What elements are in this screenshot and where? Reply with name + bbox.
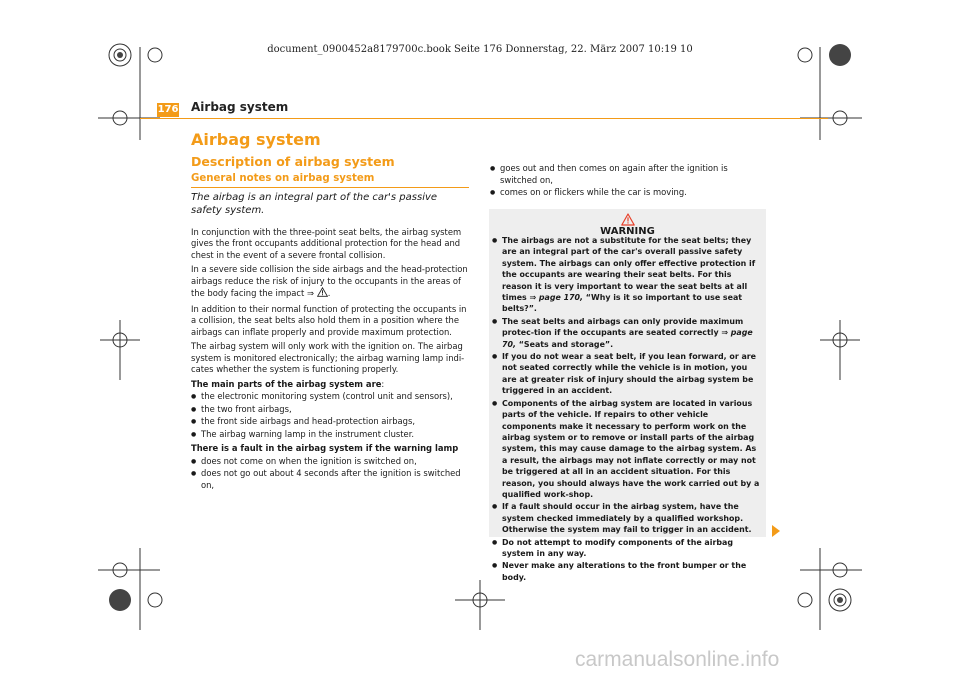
paragraph: In addition to their normal function of protecting the occupants in a collision, the seat belts also hold them in a position where the airbags can inflate properly and provide maximum protection. bbox=[191, 303, 467, 337]
warning-triangle-icon bbox=[489, 213, 766, 226]
right-column bbox=[490, 163, 766, 200]
list-item: ● the two front airbags, bbox=[191, 404, 469, 416]
warning-header bbox=[489, 213, 766, 237]
list-item: ● does not come on when the ignition is switched on, bbox=[191, 456, 469, 468]
page-link[interactable]: page 70, bbox=[502, 328, 753, 349]
fault-heading: There is a fault in the airbag system if the warning lamp bbox=[191, 443, 459, 453]
page-number: 176 bbox=[157, 104, 179, 115]
warning-item: ● If a fault should occur in the airbag system, have the system checked immediately by a qualified workshop. Otherwise the system may fail to trigger in an accident. bbox=[492, 501, 764, 535]
warning-text-end: “Why is it so important to use seat belts?”. bbox=[502, 293, 743, 314]
list-item: ● goes out and then comes on again after the ignition is switched on, bbox=[490, 163, 766, 186]
paragraph: In conjunction with the three-point seat belts, the airbag system gives the front occupants additional protection for the head and chest in the event of a severe frontal collision. bbox=[191, 226, 462, 260]
warning-text: The airbags are not a substitute for the seat belts; they are an integral part of the car's overall passive safety system. The airbags can only offer effective protection if the occupants are wearing their seat belts. For this reason it is very important to wear the seat belts at all times ⇒ bbox=[502, 236, 756, 303]
paragraph-end: . bbox=[327, 288, 331, 298]
file-info: document_0900452a8179700c.book Seite 176 Donnerstag, 22. März 2007 10:19 10 bbox=[267, 44, 693, 55]
list-item: ● does not go out about 4 seconds after the ignition is switched on, bbox=[191, 468, 469, 491]
lead-text: The airbag is an integral part of the car's passive safety system. bbox=[191, 191, 438, 216]
list-item: ● the electronic monitoring system (control unit and sensors), bbox=[191, 391, 469, 403]
warning-item: ● Components of the airbag system are located in various parts of the vehicle. If repairs to other vehicle components make it necessary to perform work on the airbag system or to remove or install parts of the airbag system, this may cause damage to the airbag system. As a result, the airbags may not inflate correctly or may not be triggered at all in an accident situation. For this reason, you should always have the work carried out by a qualified work-shop. bbox=[492, 398, 764, 501]
section-title: Airbag system bbox=[191, 130, 321, 149]
heading-colon: : bbox=[381, 378, 385, 389]
main-parts-heading bbox=[191, 379, 469, 391]
main-parts-heading-text: The main parts of the airbag system are bbox=[191, 378, 382, 389]
ref-arrow: ⇒ bbox=[306, 288, 315, 298]
warning-item bbox=[492, 235, 764, 315]
list-item: ● The airbag warning lamp in the instrument cluster. bbox=[191, 429, 469, 441]
warning-triangle-icon[interactable] bbox=[317, 287, 328, 301]
warning-item bbox=[492, 316, 764, 350]
subsection-title: Description of airbag system bbox=[191, 153, 395, 169]
page-link[interactable]: page 170, bbox=[538, 293, 584, 303]
list-item: ● comes on or flickers while the car is moving. bbox=[490, 187, 766, 199]
warning-item: ● Never make any alterations to the front bumper or the body. bbox=[492, 560, 764, 583]
running-title: Airbag system bbox=[191, 100, 289, 114]
paragraph: The airbag system will only work with the ignition on. The airbag system is monitored electronically; the airbag warning lamp indi-cates whether the system is functioning properly. bbox=[191, 341, 465, 374]
warning-item: ● Do not attempt to modify components of the airbag system in any way. bbox=[492, 537, 764, 560]
paragraph-text: In a severe side collision the side airbags and the head-protection airbags reduce the risk of injury to the occupants in the areas of the body facing the impact bbox=[191, 264, 468, 298]
paragraph bbox=[191, 264, 469, 301]
watermark: carmanualsonline.info bbox=[575, 648, 780, 671]
next-page-arrow-icon[interactable] bbox=[771, 522, 781, 541]
warning-title: WARNING bbox=[600, 226, 655, 237]
topic-title: General notes on airbag system bbox=[191, 173, 469, 188]
warning-body bbox=[492, 235, 764, 584]
warning-text-end: “Seats and storage”. bbox=[515, 339, 614, 349]
left-column bbox=[191, 130, 469, 492]
warning-item: ● If you do not wear a seat belt, if you lean forward, or are not seated correctly while the vehicle is in motion, you are at greater risk of injury should the airbag system be triggered in an accident. bbox=[492, 351, 764, 397]
header-rule bbox=[140, 118, 828, 119]
list-item: ● the front side airbags and head-protection airbags, bbox=[191, 416, 469, 428]
warning-text: The seat belts and airbags can only provide maximum protec-tion if the occupants are seated correctly ⇒ bbox=[502, 316, 744, 338]
